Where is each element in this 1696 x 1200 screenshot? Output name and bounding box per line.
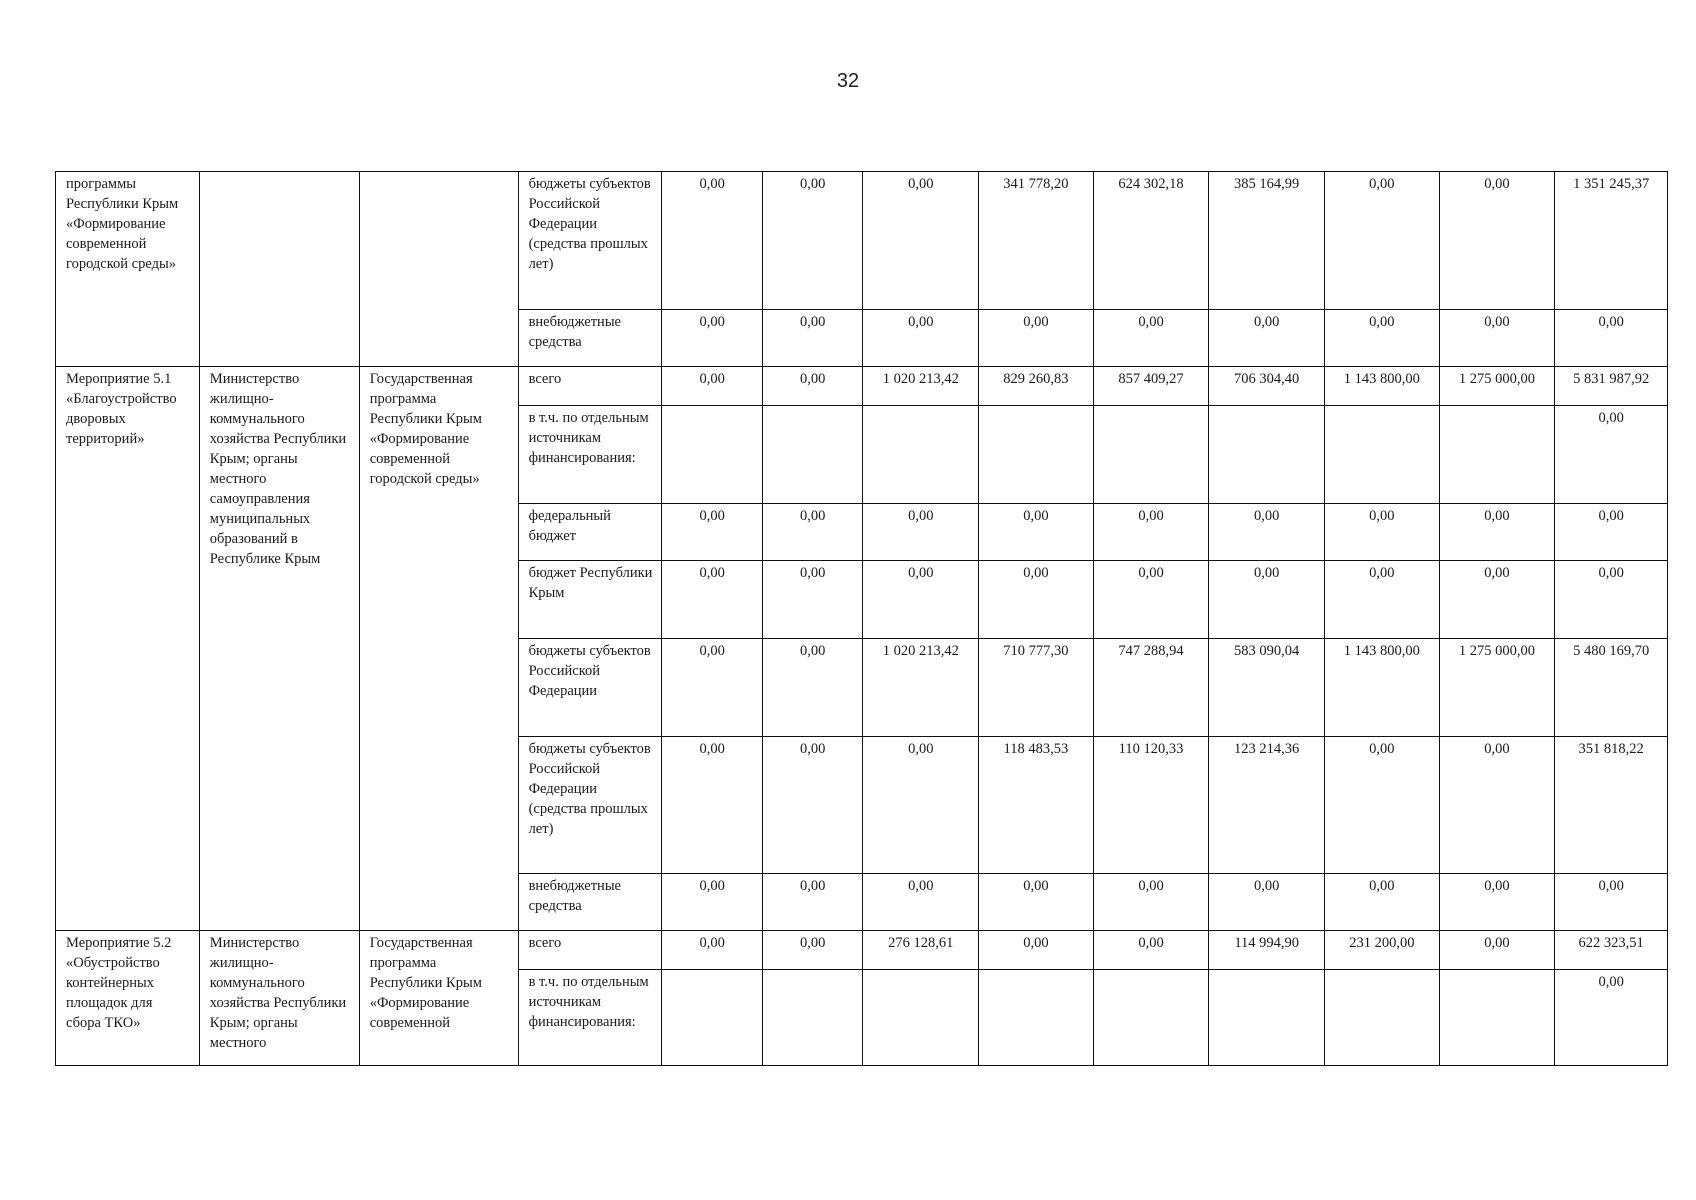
- value-cell: 0,00: [1209, 874, 1325, 931]
- table-row: [56, 367, 1668, 406]
- value-cell: 0,00: [1439, 504, 1555, 561]
- value-cell: 0,00: [1093, 561, 1209, 639]
- total-cell: 622 323,51: [1555, 931, 1668, 970]
- funding-source-cell: всего: [518, 367, 662, 406]
- value-cell: 0,00: [863, 874, 979, 931]
- value-cell: 0,00: [1209, 310, 1325, 367]
- value-cell: [1325, 970, 1440, 1066]
- funding-source-cell: всего: [518, 931, 662, 970]
- value-cell: 0,00: [1325, 874, 1440, 931]
- value-cell: 0,00: [1325, 504, 1440, 561]
- program-name-cell: программы Республики Крым «Формирование современной городской среды»: [56, 172, 200, 367]
- value-cell: 0,00: [1325, 172, 1440, 310]
- value-cell: 276 128,61: [863, 931, 979, 970]
- total-cell: 5 831 987,92: [1555, 367, 1668, 406]
- value-cell: 0,00: [762, 931, 863, 970]
- value-cell: 0,00: [662, 504, 763, 561]
- value-cell: 0,00: [1439, 172, 1555, 310]
- funding-source-cell: внебюджетные средства: [518, 310, 662, 367]
- value-cell: 1 275 000,00: [1439, 639, 1555, 737]
- value-cell: 0,00: [979, 874, 1094, 931]
- value-cell: 0,00: [863, 310, 979, 367]
- table-row: [56, 931, 1668, 970]
- value-cell: [1439, 406, 1555, 504]
- value-cell: 0,00: [863, 172, 979, 310]
- value-cell: [1093, 970, 1209, 1066]
- value-cell: 0,00: [1093, 931, 1209, 970]
- value-cell: [762, 970, 863, 1066]
- value-cell: 0,00: [1325, 561, 1440, 639]
- value-cell: 1 143 800,00: [1325, 367, 1440, 406]
- value-cell: [662, 970, 763, 1066]
- total-cell: 0,00: [1555, 406, 1668, 504]
- measure-name-cell: Мероприятие 5.2 «Обустройство контейнерных площадок для сбора ТКО»: [56, 931, 200, 1066]
- value-cell: 0,00: [1439, 310, 1555, 367]
- value-cell: 0,00: [979, 931, 1094, 970]
- total-cell: 0,00: [1555, 970, 1668, 1066]
- value-cell: 710 777,30: [979, 639, 1094, 737]
- total-cell: 1 351 245,37: [1555, 172, 1668, 310]
- value-cell: 583 090,04: [1209, 639, 1325, 737]
- funding-source-cell: бюджеты субъектов Российской Федерации (средства прошлых лет): [518, 737, 662, 874]
- value-cell: 0,00: [1093, 310, 1209, 367]
- value-cell: 706 304,40: [1209, 367, 1325, 406]
- value-cell: 385 164,99: [1209, 172, 1325, 310]
- value-cell: [1093, 406, 1209, 504]
- value-cell: 857 409,27: [1093, 367, 1209, 406]
- funding-source-cell: бюджеты субъектов Российской Федерации (средства прошлых лет): [518, 172, 662, 310]
- value-cell: 0,00: [662, 874, 763, 931]
- value-cell: 0,00: [1209, 561, 1325, 639]
- value-cell: 1 275 000,00: [1439, 367, 1555, 406]
- program-cell: [359, 172, 518, 367]
- value-cell: 1 020 213,42: [863, 639, 979, 737]
- total-cell: 0,00: [1555, 504, 1668, 561]
- value-cell: 0,00: [863, 737, 979, 874]
- value-cell: 0,00: [762, 639, 863, 737]
- total-cell: 5 480 169,70: [1555, 639, 1668, 737]
- value-cell: 0,00: [662, 172, 763, 310]
- value-cell: 0,00: [662, 367, 763, 406]
- value-cell: 341 778,20: [979, 172, 1094, 310]
- value-cell: 0,00: [762, 561, 863, 639]
- value-cell: 0,00: [662, 561, 763, 639]
- funding-source-cell: бюджет Республики Крым: [518, 561, 662, 639]
- value-cell: [1439, 970, 1555, 1066]
- value-cell: 0,00: [662, 639, 763, 737]
- value-cell: 0,00: [1325, 310, 1440, 367]
- value-cell: 0,00: [1439, 931, 1555, 970]
- value-cell: 0,00: [863, 561, 979, 639]
- value-cell: 624 302,18: [1093, 172, 1209, 310]
- value-cell: 0,00: [1093, 504, 1209, 561]
- funding-source-cell: федеральный бюджет: [518, 504, 662, 561]
- funding-source-cell: в т.ч. по отдельным источникам финансирования:: [518, 970, 662, 1066]
- value-cell: 0,00: [762, 367, 863, 406]
- value-cell: 0,00: [762, 172, 863, 310]
- total-cell: 0,00: [1555, 561, 1668, 639]
- value-cell: 0,00: [762, 310, 863, 367]
- executor-cell: Министерство жилищно-коммунального хозяйства Республики Крым; органы местного: [199, 931, 359, 1066]
- value-cell: [863, 970, 979, 1066]
- total-cell: 0,00: [1555, 310, 1668, 367]
- value-cell: 110 120,33: [1093, 737, 1209, 874]
- value-cell: 0,00: [1209, 504, 1325, 561]
- value-cell: [1325, 406, 1440, 504]
- value-cell: 747 288,94: [1093, 639, 1209, 737]
- value-cell: 0,00: [979, 310, 1094, 367]
- value-cell: 1 143 800,00: [1325, 639, 1440, 737]
- funding-source-cell: в т.ч. по отдельным источникам финансирования:: [518, 406, 662, 504]
- value-cell: 0,00: [863, 504, 979, 561]
- total-cell: 0,00: [1555, 874, 1668, 931]
- executor-cell: [199, 172, 359, 367]
- value-cell: [1209, 406, 1325, 504]
- value-cell: 0,00: [1093, 874, 1209, 931]
- value-cell: 0,00: [1325, 737, 1440, 874]
- value-cell: 0,00: [1439, 561, 1555, 639]
- value-cell: 118 483,53: [979, 737, 1094, 874]
- value-cell: 0,00: [762, 737, 863, 874]
- executor-cell: Министерство жилищно-коммунального хозяйства Республики Крым; органы местного самоуправления муниципальных образований в Республике Крым: [199, 367, 359, 931]
- value-cell: [1209, 970, 1325, 1066]
- value-cell: [863, 406, 979, 504]
- value-cell: 114 994,90: [1209, 931, 1325, 970]
- table-body: [56, 172, 1668, 1066]
- value-cell: 123 214,36: [1209, 737, 1325, 874]
- value-cell: 0,00: [1439, 874, 1555, 931]
- program-cell: Государственная программа Республики Крым «Формирование современной: [359, 931, 518, 1066]
- value-cell: 0,00: [662, 931, 763, 970]
- value-cell: [979, 406, 1094, 504]
- value-cell: 0,00: [762, 874, 863, 931]
- total-cell: 351 818,22: [1555, 737, 1668, 874]
- value-cell: 829 260,83: [979, 367, 1094, 406]
- value-cell: [979, 970, 1094, 1066]
- value-cell: [662, 406, 763, 504]
- table-row: [56, 172, 1668, 310]
- value-cell: 0,00: [979, 504, 1094, 561]
- program-cell: Государственная программа Республики Крым «Формирование современной городской среды»: [359, 367, 518, 931]
- value-cell: 231 200,00: [1325, 931, 1440, 970]
- value-cell: [762, 406, 863, 504]
- page-number: 32: [836, 70, 860, 92]
- value-cell: 0,00: [979, 561, 1094, 639]
- funding-source-cell: бюджеты субъектов Российской Федерации: [518, 639, 662, 737]
- funding-source-cell: внебюджетные средства: [518, 874, 662, 931]
- value-cell: 0,00: [662, 737, 763, 874]
- value-cell: 0,00: [1439, 737, 1555, 874]
- value-cell: 0,00: [762, 504, 863, 561]
- value-cell: 1 020 213,42: [863, 367, 979, 406]
- value-cell: 0,00: [662, 310, 763, 367]
- measure-name-cell: Мероприятие 5.1 «Благоустройство дворовых территорий»: [56, 367, 200, 931]
- financing-table: [55, 171, 1668, 1066]
